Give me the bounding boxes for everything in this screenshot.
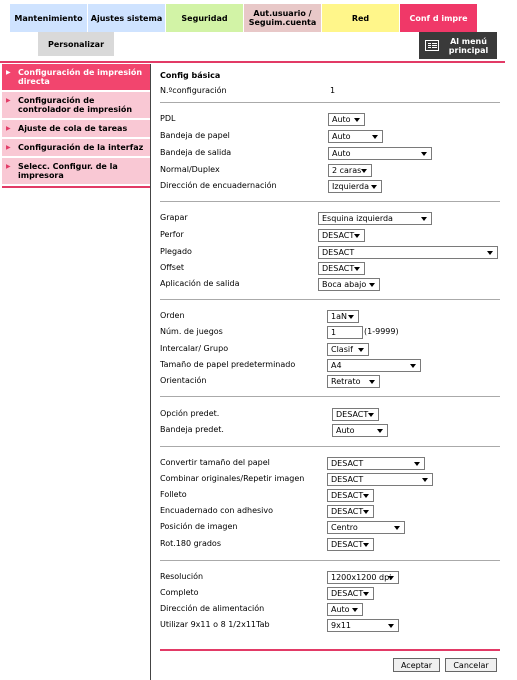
page-title: Config básica bbox=[160, 71, 221, 80]
intercalar-select[interactable]: Clasif bbox=[327, 343, 369, 356]
completo-select[interactable]: DESACT bbox=[327, 587, 374, 600]
folleto-label: Folleto bbox=[160, 490, 187, 499]
alimentacion-label: Dirección de alimentación bbox=[160, 604, 265, 613]
grapar-select[interactable]: Esquina izquierda bbox=[318, 212, 432, 225]
duplex-label: Normal/Duplex bbox=[160, 165, 220, 174]
convertir-tamano-select[interactable]: DESACT bbox=[327, 457, 425, 470]
main-menu-label: Al menú principal bbox=[448, 36, 489, 55]
header-divider bbox=[0, 61, 505, 63]
duplex-select[interactable]: 2 caras bbox=[328, 164, 372, 177]
bandeja-salida-label: Bandeja de salida bbox=[160, 148, 232, 157]
tab-aut-usuario[interactable]: Aut.usuario / Seguim.cuenta bbox=[244, 4, 322, 32]
folleto-select[interactable]: DESACT bbox=[327, 489, 374, 502]
tab-seguridad[interactable]: Seguridad bbox=[166, 4, 244, 32]
orden-select[interactable]: 1aN bbox=[327, 310, 359, 323]
orientacion-select[interactable]: Retrato bbox=[327, 375, 380, 388]
aplicacion-salida-label: Aplicación de salida bbox=[160, 279, 240, 288]
aceptar-button[interactable]: Aceptar bbox=[393, 658, 440, 672]
divider bbox=[160, 446, 500, 447]
sidebar-item-impresion-directa[interactable]: ▶ Configuración de impresión directa bbox=[2, 64, 150, 92]
encuadernacion-label: Dirección de encuadernación bbox=[160, 181, 277, 190]
combinar-label: Combinar originales/Repetir imagen bbox=[160, 474, 305, 483]
intercalar-label: Intercalar/ Grupo bbox=[160, 344, 229, 353]
posicion-imagen-label: Posición de imagen bbox=[160, 522, 238, 531]
rot180-select[interactable]: DESACT bbox=[327, 538, 374, 551]
perfor-select[interactable]: DESACT bbox=[318, 229, 365, 242]
offset-select[interactable]: DESACT bbox=[318, 262, 365, 275]
divider bbox=[160, 102, 500, 103]
config-number-label: N.ºconfiguración bbox=[160, 86, 227, 95]
bandeja-predet-select[interactable]: Auto bbox=[332, 424, 388, 437]
bandeja-papel-label: Bandeja de papel bbox=[160, 131, 230, 140]
sidebar-item-cola-tareas[interactable]: ▶ Ajuste de cola de tareas bbox=[2, 120, 150, 139]
plegado-select[interactable]: DESACT bbox=[318, 246, 498, 259]
juegos-label: Núm. de juegos bbox=[160, 327, 223, 336]
aplicacion-salida-select[interactable]: Boca abajo bbox=[318, 278, 380, 291]
tab-conf-impre[interactable]: Conf d impre bbox=[400, 4, 478, 32]
adhesivo-label: Encuadernado con adhesivo bbox=[160, 506, 274, 515]
tab-ajustes-sistema[interactable]: Ajustes sistema bbox=[88, 4, 166, 32]
sidebar bbox=[2, 64, 150, 188]
posicion-imagen-select[interactable]: Centro bbox=[327, 521, 405, 534]
opcion-predet-label: Opción predet. bbox=[160, 409, 220, 418]
offset-label: Offset bbox=[160, 263, 185, 272]
completo-label: Completo bbox=[160, 588, 199, 597]
combinar-select[interactable]: DESACT bbox=[327, 473, 433, 486]
convertir-tamano-label: Convertir tamaño del papel bbox=[160, 458, 270, 467]
menu-list-icon bbox=[425, 40, 439, 51]
sidebar-item-controlador[interactable]: ▶ Configuración de controlador de impresión bbox=[2, 92, 150, 120]
subtab-personalizar[interactable]: Personalizar bbox=[38, 32, 114, 56]
top-tab-bar bbox=[10, 4, 478, 32]
orientacion-label: Orientación bbox=[160, 376, 207, 385]
config-number-row bbox=[160, 85, 500, 98]
grapar-label: Grapar bbox=[160, 213, 188, 222]
sidebar-divider bbox=[2, 186, 150, 188]
rot180-label: Rot.180 grados bbox=[160, 539, 221, 548]
plegado-label: Plegado bbox=[160, 247, 192, 256]
pdl-select[interactable]: Auto bbox=[328, 113, 365, 126]
main-menu-button[interactable] bbox=[419, 32, 497, 59]
encuadernacion-select[interactable]: Izquierda bbox=[328, 180, 382, 193]
tab-papel-label: Utilizar 9x11 o 8 1/2x11Tab bbox=[160, 620, 270, 629]
resolucion-select[interactable]: 1200x1200 dpi bbox=[327, 571, 399, 584]
juegos-input[interactable]: 1 bbox=[327, 326, 363, 339]
perfor-label: Perfor bbox=[160, 230, 184, 239]
tamano-papel-label: Tamaño de papel predeterminado bbox=[160, 360, 296, 369]
divider bbox=[160, 560, 500, 561]
alimentacion-select[interactable]: Auto bbox=[327, 603, 363, 616]
adhesivo-select[interactable]: DESACT bbox=[327, 505, 374, 518]
tab-mantenimiento[interactable]: Mantenimiento bbox=[10, 4, 88, 32]
pdl-label: PDL bbox=[160, 114, 176, 123]
bandeja-salida-select[interactable]: Auto bbox=[328, 147, 432, 160]
tamano-papel-select[interactable]: A4 bbox=[327, 359, 421, 372]
sidebar-item-selecc-impresora[interactable]: ▶ Selecc. Configur. de la impresora bbox=[2, 158, 150, 186]
config-number-value: 1 bbox=[330, 86, 336, 95]
footer-divider bbox=[160, 649, 500, 651]
tab-papel-select[interactable]: 9x11 bbox=[327, 619, 399, 632]
tab-red[interactable]: Red bbox=[322, 4, 400, 32]
opcion-predet-select[interactable]: DESACT bbox=[332, 408, 379, 421]
sidebar-item-interfaz[interactable]: ▶ Configuración de la interfaz bbox=[2, 139, 150, 158]
bandeja-predet-label: Bandeja predet. bbox=[160, 425, 224, 434]
divider bbox=[160, 396, 500, 397]
settings-panel bbox=[150, 64, 505, 680]
divider bbox=[160, 201, 500, 202]
juegos-range-hint: (1-9999) bbox=[364, 327, 399, 336]
orden-label: Orden bbox=[160, 311, 185, 320]
divider bbox=[160, 299, 500, 300]
bandeja-papel-select[interactable]: Auto bbox=[328, 130, 383, 143]
resolucion-label: Resolución bbox=[160, 572, 204, 581]
cancelar-button[interactable]: Cancelar bbox=[445, 658, 497, 672]
